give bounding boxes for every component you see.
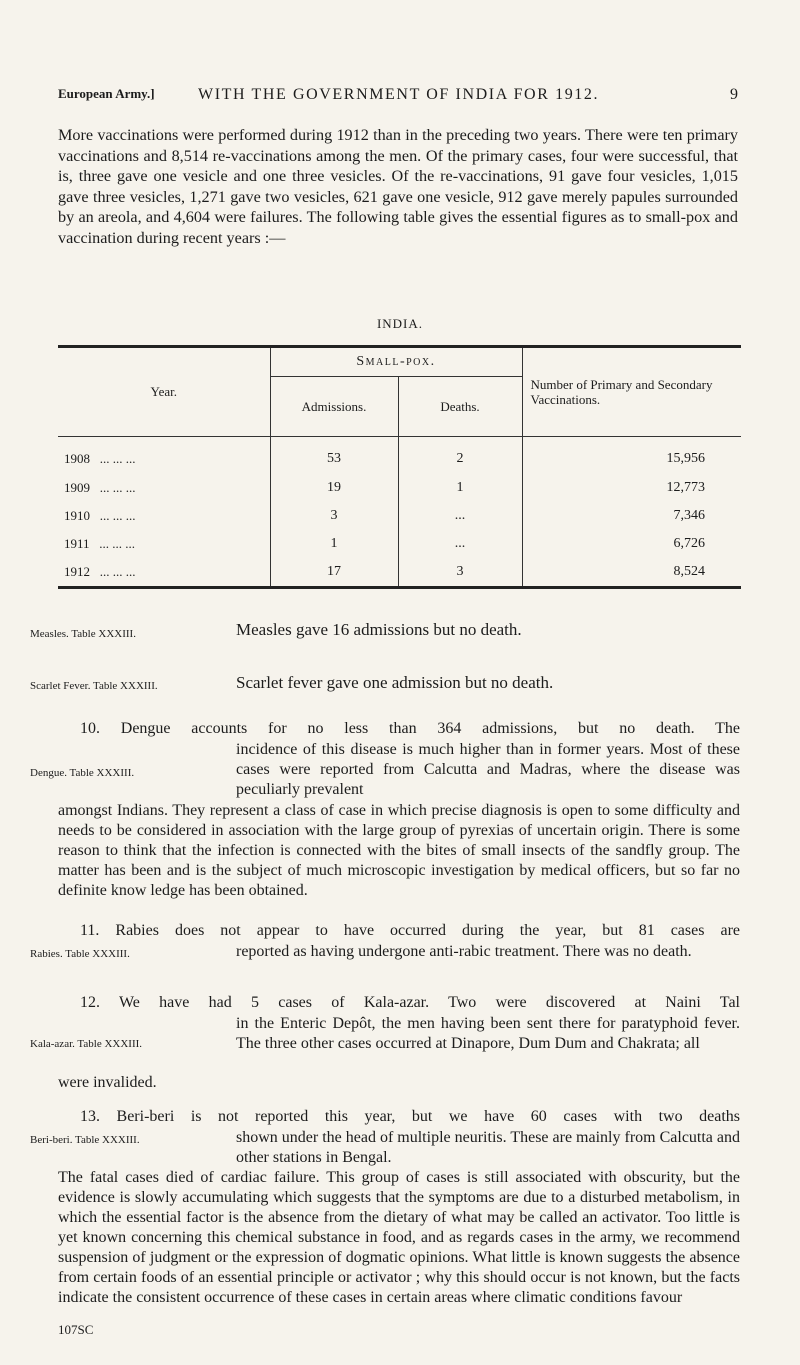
- dengue-indented-text: incidence of this disease is much higher than in former years. Most of these cases were reported from Calcutta and Madras, where the disease was peculiarly prevalent: [236, 741, 740, 798]
- vaccination-paragraph: More vaccinations were performed during 1912 than in the preceding two years. There were ten primary vaccinations and 8,514 re-vaccinations among the men. Of the primary cases, four were successful, that is, three gave one vesicle and one three vesicles. Of the re-vaccinations, 91 gave four vesicles, 1,015 gave three vesicles, 1,271 gave two vesicles, 621 gave one vesicle, 912 gave merely papules surrounded by an areola, and 4,604 were failures. The following table gives the essential figures as to small-pox and vaccination during recent years :—: [58, 126, 738, 247]
- row-admissions: 19: [327, 479, 341, 495]
- dengue-continued-text: amongst Indians. They represent a class of case in which precise diagnosis is open to some difficulty and needs to be considered in association with the large group of pyrexias of uncertain origin. There is some reason to think that the infection is connected with the bites of small insects of the sandfly group. The matter has been and is the subject of much microscopic investigation by medical officers, but so far no definite know ledge has been obtained.: [58, 802, 740, 899]
- table-row: [58, 474, 741, 502]
- table-caption: INDIA.: [376, 316, 424, 331]
- side-note-dengue: Dengue. Table XXXIII.: [30, 767, 135, 779]
- table-row: [58, 558, 741, 588]
- row-year: 1910 ... ... ...: [58, 502, 270, 530]
- kala-azar-last-line: were invalided.: [58, 1074, 157, 1091]
- rabies-first-line: 11. Rabies does not appear to have occurred during the year, but 81 cases are: [80, 922, 740, 939]
- rabies-indented-text: reported as having undergone anti-rabic treatment. There was no death.: [236, 943, 692, 960]
- row-deaths: ...: [398, 530, 522, 558]
- beri-beri-first-line: 13. Beri-beri is not reported this year, but we have 60 cases with two deaths: [80, 1108, 740, 1125]
- col-header-admissions: Admissions.: [270, 377, 398, 437]
- row-deaths: 2: [398, 445, 522, 474]
- running-header: [58, 86, 738, 108]
- row-admissions: 1: [330, 535, 338, 551]
- col-header-vaccinations: Number of Primary and Secondary Vaccinations.: [522, 347, 741, 437]
- row-year: 1912 ... ... ...: [58, 558, 270, 588]
- beri-beri-continued-text: The fatal cases died of cardiac failure. This group of cases is still associated with obscurity, but the evidence is slowly accumulating which suggests that the symptoms are due to a disturbed metabolism, in which the essential factor is the absence from the dietary of what may be called an activator. Too little is yet known concerning this chemical substance in food, and as regards cases in the army, we recommend suspension of judgment or the expression of dogmatic opinions. What little is known suggests the absence from certain foods of an essential principle or activator ; why this should occur is not known, but the facts indicate the consistent occurrence of these cases in certain areas where climatic conditions favour: [58, 1169, 740, 1306]
- print-code-footer: 107SC: [58, 1322, 94, 1337]
- row-year: 1908 ... ... ...: [58, 445, 270, 474]
- smallpox-table: [58, 345, 741, 589]
- row-year: 1909 ... ... ...: [58, 474, 270, 502]
- col-header-year: Year.: [58, 347, 270, 437]
- row-deaths: ...: [398, 502, 522, 530]
- row-admissions: 53: [327, 451, 341, 466]
- row-year: 1911 ... ... ...: [58, 530, 270, 558]
- row-vaccinations: 15,956: [522, 445, 741, 474]
- side-note-kala-azar: Kala-azar. Table XXXIII.: [30, 1038, 143, 1050]
- row-deaths: 3: [398, 558, 522, 588]
- row-admissions: 3: [330, 507, 338, 523]
- table-row: [58, 445, 741, 474]
- side-note-measles: Measles. Table XXXIII.: [30, 628, 136, 640]
- side-note-beri-beri: Beri-beri. Table XXXIII.: [30, 1134, 140, 1146]
- kala-azar-first-line: 12. We have had 5 cases of Kala-azar. Two were discovered at Naini Tal: [80, 994, 740, 1011]
- scarlet-fever-text: Scarlet fever gave one admission but no death.: [236, 673, 554, 692]
- table-row: [58, 502, 741, 530]
- header-title: WITH THE GOVERNMENT OF INDIA FOR 1912.: [198, 86, 600, 103]
- measles-text: Measles gave 16 admissions but no death.: [236, 620, 522, 639]
- side-note-rabies: Rabies. Table XXXIII.: [30, 948, 130, 960]
- kala-azar-indented-text: in the Enteric Depôt, the men having been sent there for paratyphoid fever. The three other cases occurred at Dinapore, Dum Dum and Chakrata; all: [236, 1015, 740, 1052]
- side-note-scarlet-fever: Scarlet Fever. Table XXXIII.: [30, 680, 158, 692]
- row-vaccinations: 12,773: [522, 474, 741, 502]
- header-section-label: European Army.]: [58, 86, 155, 101]
- beri-beri-indented-text: shown under the head of multiple neuritis. These are mainly from Calcutta and other stations in Bengal.: [236, 1129, 741, 1166]
- row-deaths: 1: [398, 474, 522, 502]
- col-header-deaths: Deaths.: [398, 377, 522, 437]
- row-vaccinations: 8,524: [522, 558, 741, 588]
- col-group-smallpox: Small-pox.: [270, 347, 522, 377]
- table-row: [58, 530, 741, 558]
- page-number: 9: [730, 86, 738, 103]
- dengue-first-line: 10. Dengue accounts for no less than 364 admissions, but no death. The: [80, 720, 740, 737]
- row-vaccinations: 6,726: [522, 530, 741, 558]
- row-vaccinations: 7,346: [522, 502, 741, 530]
- row-admissions: 17: [270, 558, 398, 588]
